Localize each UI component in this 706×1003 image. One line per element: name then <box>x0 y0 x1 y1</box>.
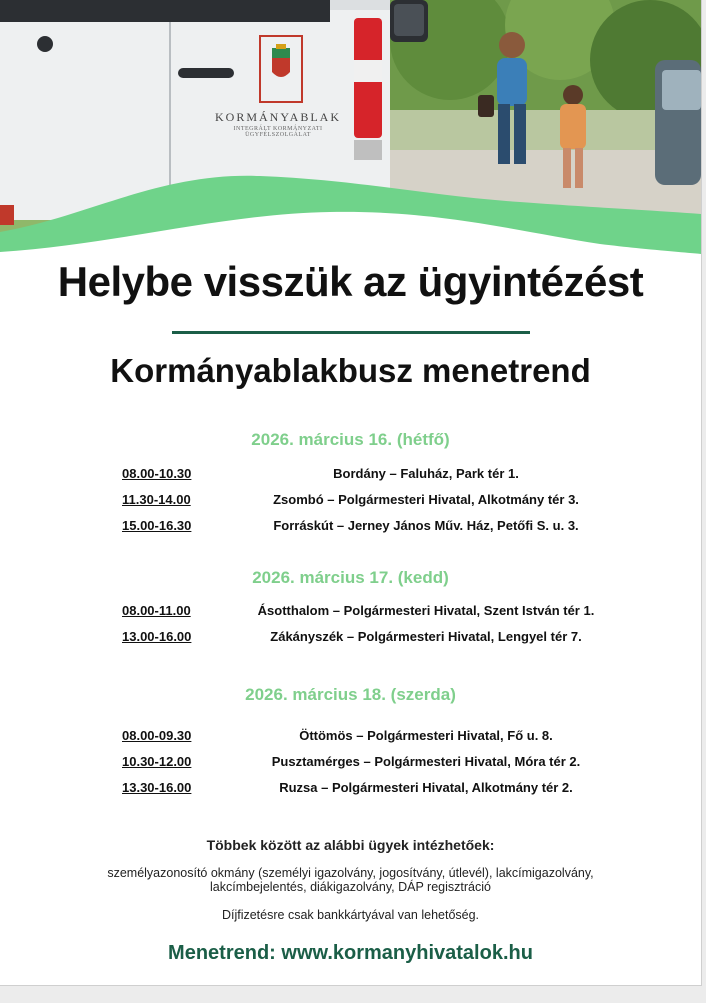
schedule-time: 13.30-16.00 <box>122 780 192 795</box>
schedule-row <box>0 728 701 748</box>
schedule-time: 08.00-11.00 <box>122 603 191 618</box>
footer-website: Menetrend: www.kormanyhivatalok.hu <box>168 942 533 964</box>
schedule-place: Zsombó – Polgármesteri Hivatal, Alkotmány tér 3. <box>273 492 579 507</box>
schedule-date: 2026. március 16. (hétfő) <box>251 430 450 449</box>
subtitle: Kormányablakbusz menetrend <box>110 352 591 389</box>
schedule-time: 13.00-16.00 <box>122 629 192 644</box>
schedule-row <box>0 466 701 486</box>
schedule-row <box>0 492 701 512</box>
services-title: Többek között az alábbi ügyek intézhetőek: <box>206 837 495 853</box>
schedule-row <box>0 780 701 800</box>
schedule-row <box>0 754 701 774</box>
schedule-place: Öttömös – Polgármesteri Hivatal, Fő u. 8. <box>299 728 553 743</box>
schedule-place: Zákányszék – Polgármesteri Hivatal, Lengyel tér 7. <box>270 629 582 644</box>
schedule-place: Pusztamérges – Polgármesteri Hivatal, Móra tér 2. <box>271 754 581 769</box>
schedule-time: 08.00-09.30 <box>122 728 192 743</box>
schedule-date: 2026. március 18. (szerda) <box>245 685 456 704</box>
schedule-row <box>0 629 701 649</box>
schedule-place: Bordány – Faluház, Park tér 1. <box>333 466 519 481</box>
payment-note: Díjfizetésre csak bankkártyával van lehetőség. <box>221 908 480 922</box>
schedule-time: 10.30-12.00 <box>122 754 192 769</box>
schedule-time: 08.00-10.30 <box>122 466 192 481</box>
services-list: személyazonosító okmány (személyi igazolvány, jogosítvány, útlevél), lakcímigazolvány, lakcímbejelentés, diákigazolvány, DÁP regisztráció <box>107 866 594 894</box>
schedule-row <box>0 603 701 623</box>
schedule-place: Forráskút – Jerney János Műv. Ház, Petőfi S. u. 3. <box>273 518 579 533</box>
divider-rule <box>172 331 530 334</box>
schedule-place: Ásotthalom – Polgármesteri Hivatal, Szent István tér 1. <box>257 603 595 618</box>
logo-text: KORMÁNYABLAK <box>214 110 341 124</box>
schedule-time: 15.00-16.30 <box>122 518 192 533</box>
schedule-place: Ruzsa – Polgármesteri Hivatal, Alkotmány tér 2. <box>279 780 573 795</box>
logo-subtext: INTEGRÁLT KORMÁNYZATI ÜGYFÉLSZOLGÁLAT <box>233 126 323 138</box>
headline: Helybe visszük az ügyintézést <box>57 258 644 305</box>
hero-image <box>0 0 701 260</box>
schedule-time: 11.30-14.00 <box>122 492 191 507</box>
schedule-date: 2026. március 17. (kedd) <box>252 568 449 587</box>
schedule-row <box>0 518 701 538</box>
